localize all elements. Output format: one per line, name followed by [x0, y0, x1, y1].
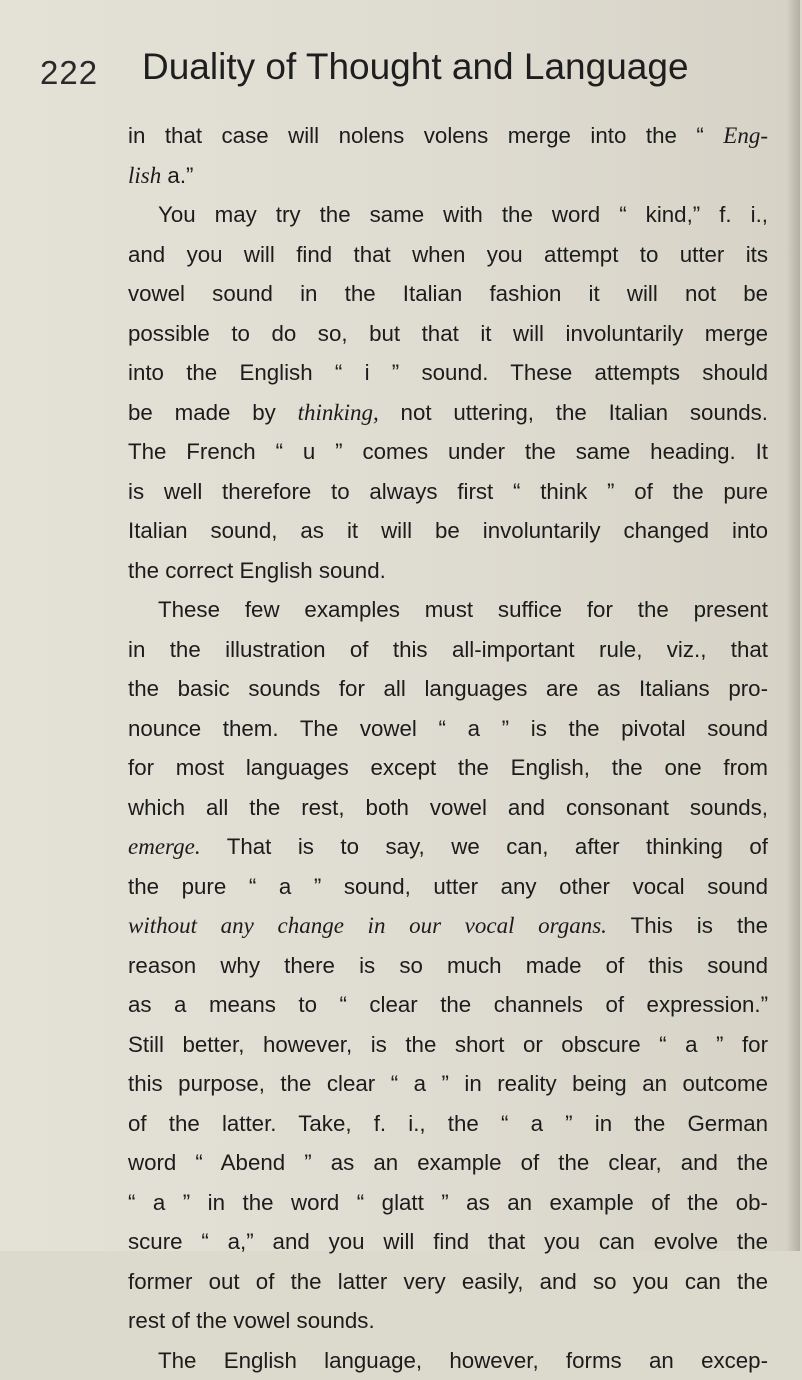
text-line: as a means to “ clear the channels of expression.”: [128, 985, 768, 1025]
text-line: word “ Abend ” as an example of the clear, and the: [128, 1143, 768, 1183]
text-line: the pure “ a ” sound, utter any other vocal sound: [128, 867, 768, 907]
text-line: emerge. That is to say, we can, after thinking of: [128, 827, 768, 867]
text-line: possible to do so, but that it will involuntarily merge: [128, 314, 768, 354]
text-line: The English language, however, forms an excep-: [128, 1341, 768, 1380]
text-line: reason why there is so much made of this sound: [128, 946, 768, 986]
page-number: 222: [40, 54, 98, 92]
text-line: vowel sound in the Italian fashion it will not be: [128, 274, 768, 314]
text-line: the correct English sound.: [128, 551, 768, 591]
text-line: of the latter. Take, f. i., the “ a ” in the German: [128, 1104, 768, 1144]
text-line: Italian sound, as it will be involuntarily changed into: [128, 511, 768, 551]
text-line: These few examples must suffice for the present: [128, 590, 768, 630]
text-line: and you will find that when you attempt to utter its: [128, 235, 768, 275]
text-line: which all the rest, both vowel and consonant sounds,: [128, 788, 768, 828]
text-line: former out of the latter very easily, and so you can the: [128, 1262, 768, 1302]
text-line: rest of the vowel sounds.: [128, 1301, 768, 1341]
text-line: nounce them. The vowel “ a ” is the pivotal sound: [128, 709, 768, 749]
page-edge-shadow: [786, 0, 800, 1251]
text-line: without any change in our vocal organs. This is the: [128, 906, 768, 946]
text-line: is well therefore to always first “ think ” of the pure: [128, 472, 768, 512]
running-title: Duality of Thought and Language: [142, 46, 802, 88]
text-line: in the illustration of this all-important rule, viz., that: [128, 630, 768, 670]
text-line: for most languages except the English, the one from: [128, 748, 768, 788]
text-line: into the English “ i ” sound. These attempts should: [128, 353, 768, 393]
text-line: Still better, however, is the short or obscure “ a ” for: [128, 1025, 768, 1065]
text-line: the basic sounds for all languages are as Italians pro-: [128, 669, 768, 709]
text-line: You may try the same with the word “ kind,” f. i.,: [128, 195, 768, 235]
text-line: The French “ u ” comes under the same heading. It: [128, 432, 768, 472]
text-line: be made by thinking, not uttering, the Italian sounds.: [128, 393, 768, 433]
page-header: [40, 46, 780, 106]
text-line: lish a.”: [128, 156, 768, 196]
text-line: in that case will nolens volens merge into the “ Eng-: [128, 116, 768, 156]
text-line: “ a ” in the word “ glatt ” as an example of the ob-: [128, 1183, 768, 1223]
body-text: [128, 116, 768, 1380]
text-line: scure “ a,” and you will find that you can evolve the: [128, 1222, 768, 1262]
text-line: this purpose, the clear “ a ” in reality being an outcome: [128, 1064, 768, 1104]
